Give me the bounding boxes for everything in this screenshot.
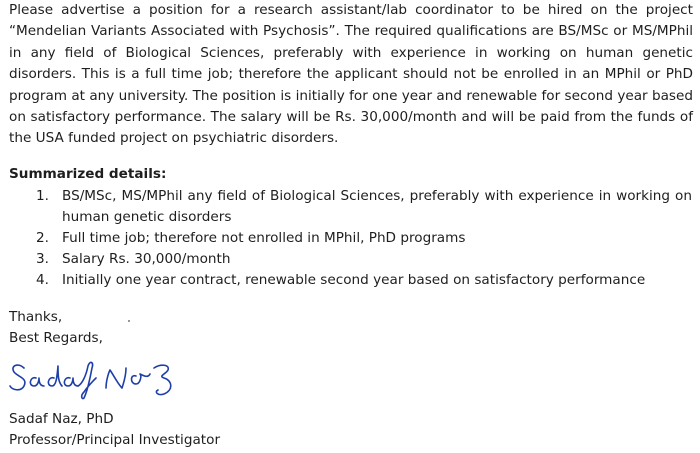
paragraph-line: any field of Biological Sciences, preferably with experience in working on human genetic disorders. This xyxy=(9,44,693,83)
closing-thanks: Thanks, xyxy=(9,309,63,325)
summary-item-text: Initially one year contract, renewable second year based on satisfactory performance xyxy=(62,272,646,288)
signatory-name: Sadaf Naz, PhD xyxy=(9,411,114,427)
scan-speck xyxy=(128,320,130,322)
summary-item-text: human genetic disorders xyxy=(62,209,232,225)
summary-item-text: Full time job; therefore not enrolled in MPhil, PhD programs xyxy=(62,230,466,246)
paragraph-line: project on psychiatric disorders. xyxy=(120,130,339,147)
closing-regards: Best Regards, xyxy=(9,330,103,346)
signature-strokes xyxy=(10,362,171,398)
summary-item-text: Salary Rs. 30,000/month xyxy=(62,251,231,267)
advertisement-paragraph xyxy=(9,0,693,150)
paragraph-line: “Mendelian Variants Associated with Psychosis”. The required qualifications are BS/MSc or MS/MPhil in xyxy=(9,23,693,61)
paragraph-line: is a full time job; therefore the applicant should not be enrolled in an MPhil or PhD program at any xyxy=(9,66,693,104)
summary-item-number: 3. xyxy=(36,251,49,267)
paragraph-line: Please advertise a position for a research assistant/lab coordinator to be hired on the project xyxy=(9,2,693,18)
signatory-title: Professor/Principal Investigator xyxy=(9,432,221,448)
summary-heading: Summarized details: xyxy=(9,166,167,182)
summary-item-number: 4. xyxy=(36,272,49,288)
summary-list xyxy=(36,186,692,291)
handwritten-signature xyxy=(8,356,188,400)
summary-item-number: 1. xyxy=(36,188,49,204)
summary-item xyxy=(36,270,692,291)
paragraph-line: performance. The salary will be Rs. 30,000/month and will be paid from the funds of the USA funded xyxy=(9,109,693,147)
closing xyxy=(9,307,103,349)
letter-body xyxy=(9,0,693,150)
summary-item xyxy=(36,228,692,249)
paragraph-line: university. The position is initially for one year and renewable for second year based on satisfactory xyxy=(9,87,694,126)
summary-item xyxy=(36,249,692,270)
summary-item xyxy=(36,186,692,228)
signature-block xyxy=(9,409,220,451)
summary-item-text: BS/MSc, MS/MPhil any field of Biological Sciences, preferably with experience in working on xyxy=(62,188,692,204)
summary-item-number: 2. xyxy=(36,230,49,246)
